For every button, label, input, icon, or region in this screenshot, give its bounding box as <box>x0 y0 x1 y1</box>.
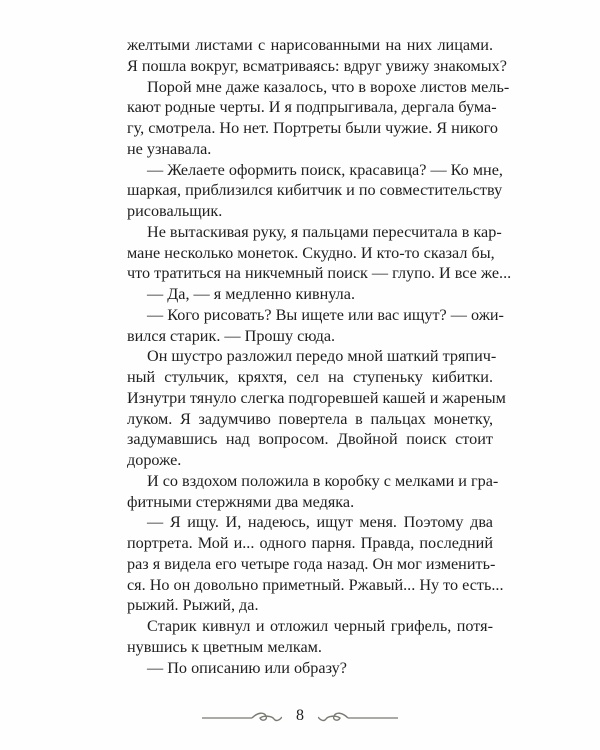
text-line: — Я ищу. И, надеюсь, ищут меня. Поэтому два <box>147 513 493 532</box>
page-footer <box>0 704 600 728</box>
text-line: не узнавала. <box>127 139 212 158</box>
text-line: кают родные черты. И я подпрыгивала, дергала бума- <box>127 98 497 117</box>
text-line: И со вздохом положила в коробку с мелками и гра- <box>147 471 499 490</box>
body-text <box>127 35 512 678</box>
text-line: луком. Я задумчиво повертела в пальцах монетку, <box>127 409 493 428</box>
text-line: Не вытаскивая руку, я пальцами пересчитала в кар- <box>147 222 502 241</box>
page-number: 8 <box>296 707 304 724</box>
text-line: портрета. Мой и... одного парня. Правда, последний <box>127 534 493 552</box>
text-line: нувшись к цветным мелкам. <box>127 637 322 656</box>
text-line: рисовальщик. <box>127 202 223 220</box>
text-line: раз я видела его четыре года назад. Он мог изменить- <box>127 554 496 573</box>
text-line: — Кого рисовать? Вы ищете или вас ищут? — ожи- <box>147 305 504 324</box>
text-line: шаркая, приблизился кибитчик и по совместительству <box>127 181 503 200</box>
text-line: — Да, — я медленно кивнула. <box>147 285 355 303</box>
text-line: фитными стержнями два медяка. <box>127 492 355 511</box>
text-line: Изнутри тянуло слегка подгоревшей кашей и жареным <box>127 388 506 407</box>
text-line: желтыми листами с нарисованными на них лицами. <box>127 36 493 54</box>
text-line: Старик кивнул и отложил черный грифель, потя- <box>147 617 493 635</box>
text-line: Порой мне даже казалось, что в ворохе листов мель- <box>147 77 510 96</box>
text-line: мане несколько монеток. Скудно. И кто-то сказал бы, <box>127 243 495 262</box>
left-flourish-ornament-icon <box>202 708 282 724</box>
text-line: ный стульчик, кряхтя, сел на ступеньку кибитки. <box>127 368 493 386</box>
text-line: Он шустро разложил передо мной шаткий тряпич- <box>147 347 497 366</box>
text-line: рыжий. Рыжий, да. <box>127 596 259 615</box>
text-line: задумавшись над вопросом. Двойной поиск стоит <box>127 430 493 449</box>
text-line: ся. Но он довольно приметный. Ржавый... Ну то есть... <box>127 575 504 594</box>
text-line: — Желаете оформить поиск, красавица? — Ко мне, <box>147 160 503 179</box>
text-line: дороже. <box>127 451 182 469</box>
text-line: Я пошла вокруг, всматриваясь: вдруг увижу знакомых? <box>127 56 507 75</box>
text-line: вился старик. — Прошу сюда. <box>127 326 336 345</box>
text-line: гу, смотрела. Но нет. Портреты были чужие. Я никого <box>127 119 498 137</box>
text-line: — По описанию или образу? <box>147 658 347 677</box>
text-line: что тратиться на никчемный поиск — глупо. И все же... <box>127 264 512 283</box>
right-flourish-ornament-icon <box>318 708 398 724</box>
